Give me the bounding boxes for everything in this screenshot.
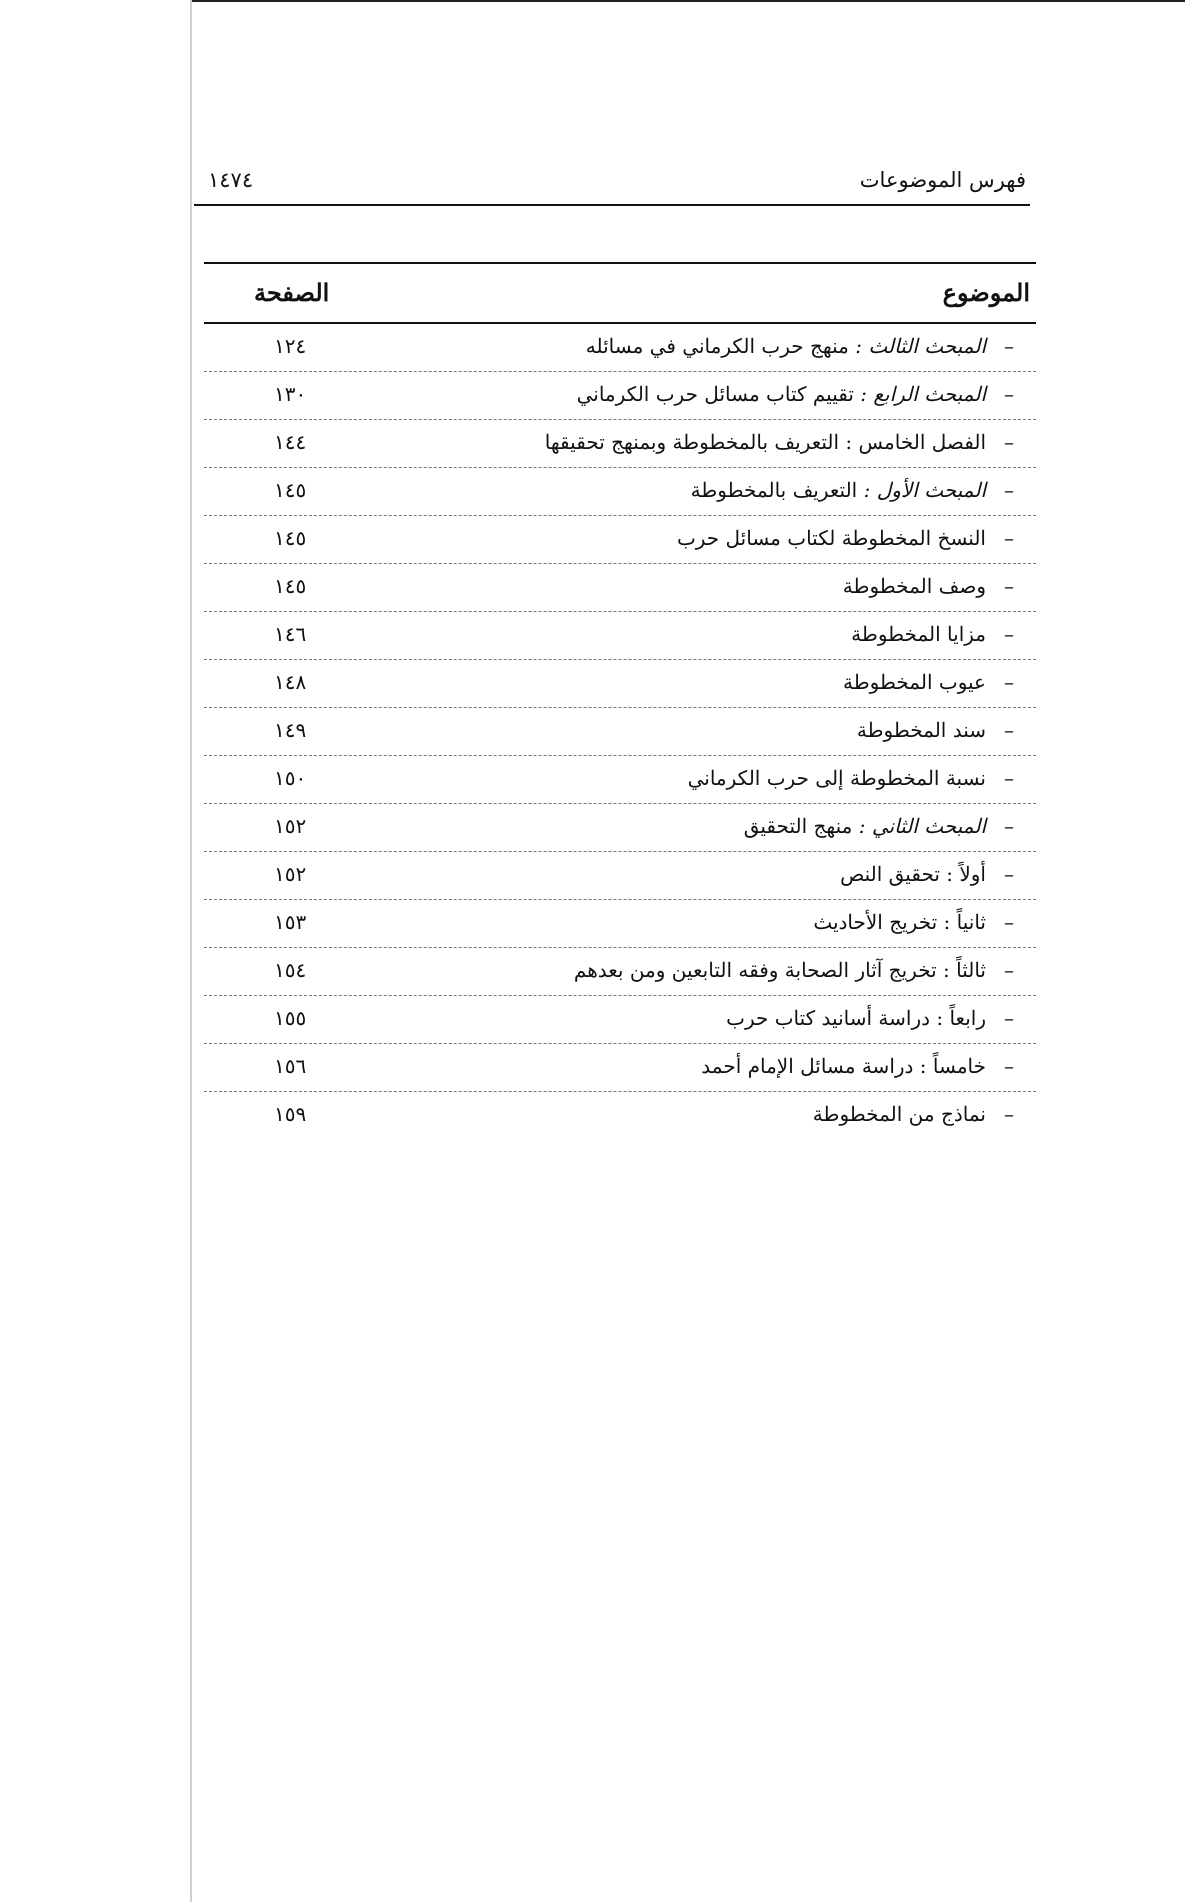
topic-column-heading: الموضوع [942,278,1030,307]
toc-row [204,996,1036,1044]
toc-row-dash: – [1004,766,1014,790]
toc-row [204,804,1036,852]
toc-row [204,900,1036,948]
toc-row [204,468,1036,516]
toc-row-dash: – [1004,910,1014,934]
toc-row-page-number: ١٤٥ [274,478,307,502]
toc-row-page-number: ١٥٥ [274,1006,307,1030]
toc-row-page-number: ١٥٢ [274,862,307,886]
table-of-contents [204,262,1036,1139]
toc-row-topic [851,622,986,646]
toc-row [204,852,1036,900]
toc-row-topic [813,910,986,934]
toc-row-topic [843,670,986,694]
toc-row [204,948,1036,996]
toc-row-topic-lead: المبحث الرابع : [860,382,986,406]
toc-row-topic-text: نسبة المخطوطة إلى حرب الكرماني [687,766,986,790]
toc-row-topic-text: عيوب المخطوطة [843,670,986,694]
toc-row-page-number: ١٥٤ [274,958,307,982]
toc-row-dash: – [1004,1006,1014,1030]
toc-row-topic [574,958,986,982]
toc-row-topic-text: خامساً : دراسة مسائل الإمام أحمد [701,1054,986,1078]
running-header [194,164,1030,206]
toc-row-dash: – [1004,958,1014,982]
toc-row [204,564,1036,612]
toc-row [204,372,1036,420]
toc-row-dash: – [1004,1102,1014,1126]
toc-row-topic-lead: المبحث الثالث : [855,334,986,358]
scan-border-left [190,0,192,1902]
toc-row-page-number: ١٥٢ [274,814,307,838]
toc-row-dash: – [1004,1054,1014,1078]
toc-row-topic [545,430,986,454]
toc-row-topic-text: سند المخطوطة [856,718,986,742]
toc-row [204,420,1036,468]
toc-row-dash: – [1004,862,1014,886]
toc-row-topic-text: النسخ المخطوطة لكتاب مسائل حرب [676,526,986,550]
toc-row-topic-text: التعريف بالمخطوطة [690,478,858,502]
toc-row-topic-text: أولاً : تحقيق النص [840,862,986,886]
toc-row-topic-lead: المبحث الأول : [863,478,986,502]
toc-row [204,516,1036,564]
toc-header-row [204,262,1036,324]
toc-row-topic-text: رابعاً : دراسة أسانيد كتاب حرب [726,1006,986,1030]
toc-row-topic [840,862,986,886]
toc-row [204,660,1036,708]
toc-row-topic [688,766,986,790]
toc-row-page-number: ١٣٠ [274,382,307,406]
toc-row-dash: – [1004,526,1014,550]
toc-row [204,612,1036,660]
toc-row [204,324,1036,372]
toc-row-topic [744,814,986,838]
toc-row [204,756,1036,804]
toc-row-dash: – [1004,334,1014,358]
toc-row-topic-text: ثانياً : تخريج الأحاديث [813,910,986,934]
toc-row-topic [857,718,986,742]
toc-row-dash: – [1004,622,1014,646]
toc-row-topic [813,1102,986,1126]
toc-row-page-number: ١٥٣ [274,910,307,934]
toc-row-page-number: ١٥٠ [274,766,307,790]
toc-row-page-number: ١٥٦ [274,1054,307,1078]
toc-row-dash: – [1004,478,1014,502]
running-header-title: فهرس الموضوعات [859,168,1026,192]
toc-row-topic-text: مزايا المخطوطة [851,622,986,646]
toc-row-topic [691,478,986,502]
toc-row-dash: – [1004,382,1014,406]
toc-row-page-number: ١٥٩ [274,1102,307,1126]
toc-row-topic-text: تقييم كتاب مسائل حرب الكرماني [576,382,854,406]
scan-border-top [190,0,1185,2]
toc-row-topic [726,1006,986,1030]
toc-row-dash: – [1004,814,1014,838]
toc-row-topic-text: وصف المخطوطة [842,574,986,598]
toc-rows [204,324,1036,1139]
toc-row-page-number: ١٤٥ [274,526,307,550]
toc-row [204,708,1036,756]
toc-row-topic-text: الفصل الخامس : التعريف بالمخطوطة وبمنهج تحقيقها [544,430,986,454]
running-header-page-number: ١٤٧٤ [208,168,254,192]
toc-row-dash: – [1004,670,1014,694]
toc-row-topic-text: منهج حرب الكرماني في مسائله [585,334,849,358]
toc-row-topic-text: ثالثاً : تخريج آثار الصحابة وفقه التابعين ومن بعدهم [573,958,986,982]
toc-row-topic [701,1054,986,1078]
toc-row-topic [677,526,986,550]
toc-row-dash: – [1004,718,1014,742]
toc-row-page-number: ١٤٤ [274,430,307,454]
toc-row-topic [843,574,986,598]
toc-row-topic-text: منهج التحقيق [743,814,853,838]
toc-row [204,1092,1036,1139]
toc-row-topic [586,334,986,358]
toc-row-page-number: ١٤٥ [274,574,307,598]
toc-row [204,1044,1036,1092]
page-column-heading: الصفحة [254,278,330,307]
toc-row-page-number: ١٤٦ [274,622,307,646]
toc-row-page-number: ١٢٤ [274,334,307,358]
toc-row-page-number: ١٤٩ [274,718,307,742]
toc-row-page-number: ١٤٨ [274,670,307,694]
toc-row-dash: – [1004,574,1014,598]
toc-row-topic-lead: المبحث الثاني : [858,814,986,838]
toc-row-topic [577,382,986,406]
toc-row-topic-text: نماذج من المخطوطة [812,1102,986,1126]
toc-row-dash: – [1004,430,1014,454]
